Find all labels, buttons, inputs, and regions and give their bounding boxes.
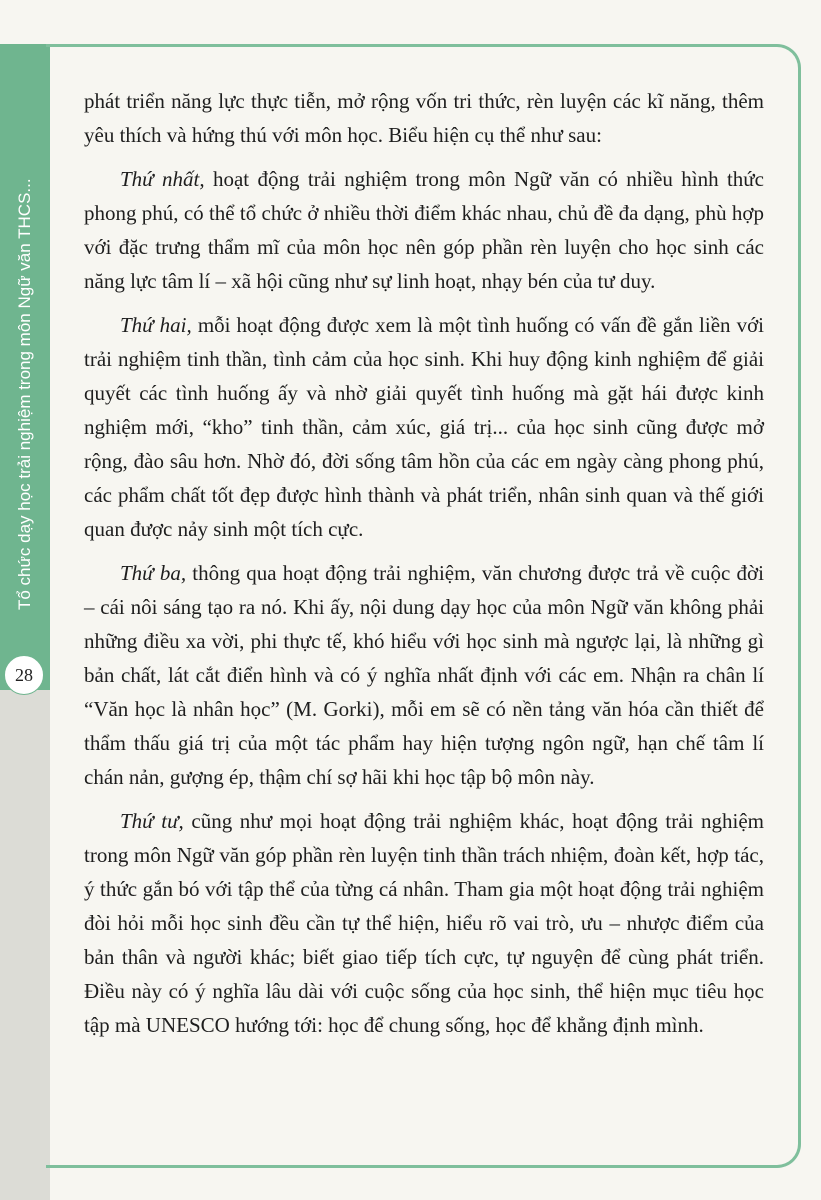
paragraph-text: thông qua hoạt động trải nghiệm, văn chương được trả về cuộc đời – cái nôi sáng tạo ra nó. Khi ấy, nội dung dạy học của môn Ngữ văn không phải những điều xa vời, phi thực tế, khó hiểu với học sinh mà ngược lại, là những gì bản chất, lát cắt điển hình và có ý nghĩa nhất định với các em. Nhận ra chân lí “Văn học là nhân học” (M. Gorki), mỗi em sẽ có nền tảng văn hóa cần thiết để thẩm thấu giá trị của một tác phẩm hay hiện tượng ngôn ngữ, hạn chế tâm lí chán nản, gượng ép, thậm chí sợ hãi khi học tập bộ môn này. [84,561,764,789]
paragraph-intro [84,84,764,152]
page-number: 28 [4,655,44,695]
paragraph-second [84,308,764,546]
paragraph-lead: Thứ ba, [120,561,187,585]
paragraph-text: cũng như mọi hoạt động trải nghiệm khác, hoạt động trải nghiệm trong môn Ngữ văn góp phần rèn luyện tinh thần trách nhiệm, đoàn kết, hợp tác, ý thức gắn bó với tập thể của từng cá nhân. Tham gia một hoạt động trải nghiệm đòi hỏi mỗi học sinh đều cần tự thể hiện, hiểu rõ vai trò, ưu – nhược điểm của bản thân và người khác; biết giao tiếp tích cực, tự nguyện để cùng phát triển. Điều này có ý nghĩa lâu dài với cuộc sống của học sinh, thể hiện mục tiêu học tập mà UNESCO hướng tới: học để chung sống, học để khẳng định mình. [84,809,764,1037]
body-text [84,84,764,1042]
paragraph-third [84,556,764,794]
side-tab-lower [0,690,50,1200]
paragraph-text: hoạt động trải nghiệm trong môn Ngữ văn có nhiều hình thức phong phú, có thể tổ chức ở nhiều thời điểm khác nhau, chủ đề đa dạng, phù hợp với đặc trưng thẩm mĩ của môn học nên góp phần rèn luyện cho học sinh các năng lực tâm lí – xã hội cũng như sự linh hoạt, nhạy bén của tư duy. [84,167,764,293]
paragraph-text: mỗi hoạt động được xem là một tình huống có vấn đề gắn liền với trải nghiệm tinh thần, tình cảm của học sinh. Khi huy động kinh nghiệm để giải quyết các tình huống ấy và nhờ giải quyết tình huống mà gặt hái được kinh nghiệm mới, “kho” tinh thần, cảm xúc, giá trị... của học sinh cũng được mở rộng, đào sâu hơn. Nhờ đó, đời sống tâm hồn của các em ngày càng phong phú, các phẩm chất tốt đẹp được hình thành và phát triển, nhân sinh quan và thế giới quan được nảy sinh một tích cực. [84,313,765,541]
paragraph-fourth [84,804,764,1042]
paragraph-text: phát triển năng lực thực tiễn, mở rộng vốn tri thức, rèn luyện các kĩ năng, thêm yêu thích và hứng thú với môn học. Biểu hiện cụ thể như sau: [84,89,764,147]
book-title: Tổ chức dạy học trải nghiệm trong môn Ngữ văn THCS... [15,178,34,610]
paragraph-lead: Thứ nhất, [120,167,205,191]
paragraph-lead: Thứ tư, [120,809,184,833]
paragraph-first [84,162,764,298]
paragraph-lead: Thứ hai, [120,313,192,337]
